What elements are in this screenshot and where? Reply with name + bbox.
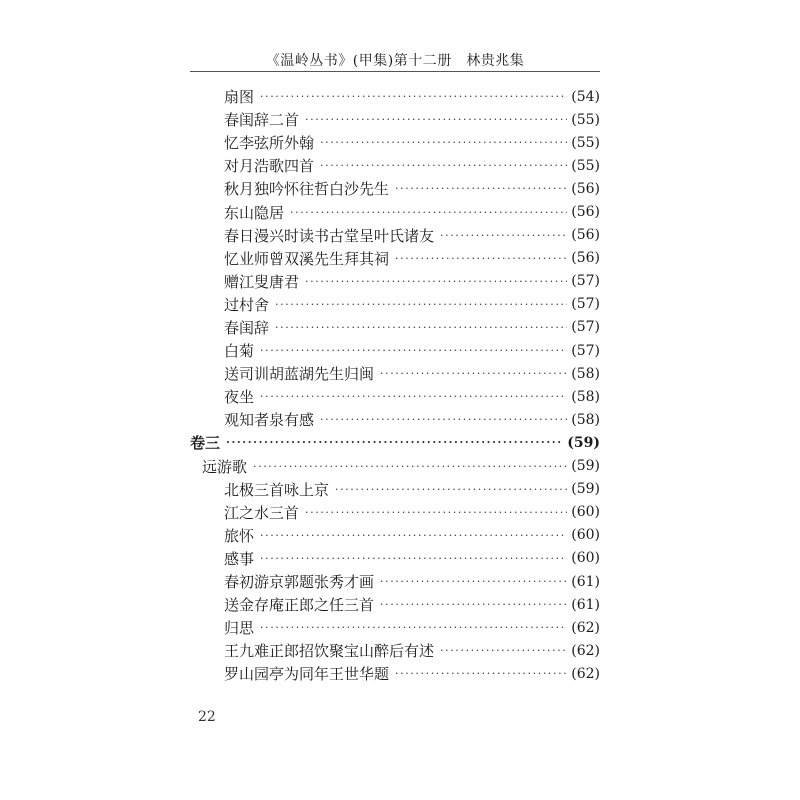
toc-dot-leader — [260, 530, 567, 541]
toc-entry — [190, 224, 600, 247]
toc-entry-title: 远游歌 — [202, 457, 248, 476]
toc-entry-page: (61) — [571, 596, 600, 613]
toc-volume-heading — [190, 431, 600, 454]
toc-dot-leader — [260, 391, 567, 402]
toc-entry-title: 春初游京郭题张秀才画 — [224, 573, 375, 592]
toc-dot-leader — [275, 299, 567, 310]
toc-entry-page: (55) — [571, 111, 600, 128]
toc-entry-title: 春闺辞 — [224, 318, 270, 337]
toc-entry — [190, 200, 600, 223]
toc-entry-page: (62) — [571, 619, 600, 636]
table-of-contents — [190, 85, 600, 685]
toc-entry — [190, 339, 600, 362]
toc-entry — [190, 408, 600, 431]
toc-entry-page: (55) — [571, 134, 600, 151]
toc-entry-title: 送金存庵正郎之任三首 — [224, 596, 375, 615]
toc-dot-leader — [253, 461, 567, 472]
toc-entry-page: (54) — [571, 88, 600, 105]
toc-entry — [190, 131, 600, 154]
toc-entry — [190, 385, 600, 408]
toc-entry-title: 王九难正郎招饮聚宝山醉后有述 — [224, 642, 435, 661]
toc-entry-title: 东山隐居 — [224, 203, 285, 222]
toc-entry — [190, 316, 600, 339]
toc-entry-title: 归思 — [224, 619, 255, 638]
toc-dot-leader — [305, 276, 567, 287]
toc-entry — [190, 154, 600, 177]
toc-entry-page: (57) — [571, 273, 600, 290]
toc-entry-page: (61) — [571, 573, 600, 590]
toc-dot-leader — [395, 253, 567, 264]
toc-dot-leader — [395, 668, 567, 679]
toc-entry-title: 春闺辞二首 — [224, 111, 300, 130]
toc-entry-page: (60) — [571, 527, 600, 544]
toc-entry — [190, 593, 600, 616]
toc-entry-page: (56) — [571, 180, 600, 197]
toc-entry — [190, 501, 600, 524]
toc-entry — [190, 524, 600, 547]
toc-entry — [190, 85, 600, 108]
toc-entry-page: (59) — [567, 434, 600, 451]
toc-entry — [190, 570, 600, 593]
toc-entry-title: 秋月独吟怀往哲白沙先生 — [224, 180, 390, 199]
toc-entry — [190, 247, 600, 270]
toc-entry-title: 忆李弦所外翰 — [224, 134, 315, 153]
toc-dot-leader — [260, 91, 567, 102]
toc-entry-page: (56) — [571, 227, 600, 244]
toc-entry — [190, 662, 600, 685]
toc-entry-title: 旅怀 — [224, 526, 255, 545]
toc-dot-leader — [260, 622, 567, 633]
toc-entry — [190, 639, 600, 662]
toc-entry — [190, 108, 600, 131]
toc-dot-leader — [260, 553, 567, 564]
toc-entry-page: (60) — [571, 504, 600, 521]
toc-dot-leader — [320, 137, 567, 148]
toc-dot-leader — [440, 645, 567, 656]
toc-entry-page: (58) — [571, 411, 600, 428]
toc-entry-page: (60) — [571, 550, 600, 567]
toc-entry — [190, 177, 600, 200]
toc-dot-leader — [380, 599, 567, 610]
toc-entry-page: (59) — [571, 481, 600, 498]
toc-entry-title: 过村舍 — [224, 295, 270, 314]
toc-entry-title: 对月浩歌四首 — [224, 157, 315, 176]
header-rule — [190, 71, 600, 72]
toc-entry-title: 春日漫兴时读书古堂呈叶氏诸友 — [224, 226, 435, 245]
toc-dot-leader — [320, 414, 567, 425]
toc-entry — [190, 455, 600, 478]
toc-entry-page: (58) — [571, 388, 600, 405]
toc-entry — [190, 293, 600, 316]
toc-dot-leader — [260, 345, 567, 356]
toc-entry-page: (62) — [571, 642, 600, 659]
toc-entry-title: 卷三 — [190, 434, 221, 453]
toc-entry-page: (59) — [571, 458, 600, 475]
toc-entry-page: (57) — [571, 296, 600, 313]
toc-entry-page: (56) — [571, 204, 600, 221]
toc-entry-title: 观知者泉有感 — [224, 411, 315, 430]
toc-entry-title: 感事 — [224, 549, 255, 568]
running-header: 《温岭丛书》(甲集)第十二册 林贵兆集 — [265, 53, 525, 69]
toc-entry-title: 江之水三首 — [224, 503, 300, 522]
toc-entry-title: 白菊 — [224, 342, 255, 361]
toc-entry — [190, 270, 600, 293]
toc-dot-leader — [395, 183, 567, 194]
toc-entry-page: (57) — [571, 342, 600, 359]
toc-entry-page: (55) — [571, 157, 600, 174]
toc-entry-title: 送司训胡蓝湖先生归闽 — [224, 365, 375, 384]
toc-dot-leader — [275, 322, 567, 333]
toc-entry-title: 扇图 — [224, 88, 255, 107]
toc-dot-leader — [290, 207, 567, 218]
page-number: 22 — [198, 709, 216, 725]
toc-dot-leader — [305, 114, 567, 125]
toc-dot-leader — [380, 576, 567, 587]
toc-dot-leader — [305, 507, 567, 518]
toc-entry-title: 罗山园亭为同年王世华题 — [224, 665, 390, 684]
toc-dot-leader — [440, 230, 567, 241]
toc-entry-page: (57) — [571, 319, 600, 336]
toc-entry — [190, 478, 600, 501]
toc-dot-leader — [380, 368, 567, 379]
toc-entry-title: 赠江叟唐君 — [224, 272, 300, 291]
toc-entry — [190, 547, 600, 570]
toc-dot-leader — [320, 160, 567, 171]
toc-entry-page: (62) — [571, 665, 600, 682]
toc-entry-title: 忆业师曾双溪先生拜其祠 — [224, 249, 390, 268]
toc-entry-page: (58) — [571, 365, 600, 382]
toc-entry-page: (56) — [571, 250, 600, 267]
toc-dot-leader — [335, 484, 567, 495]
toc-entry-title: 夜坐 — [224, 388, 255, 407]
toc-dot-leader — [226, 437, 563, 448]
toc-entry — [190, 616, 600, 639]
toc-entry — [190, 362, 600, 385]
toc-entry-title: 北极三首咏上京 — [224, 480, 330, 499]
